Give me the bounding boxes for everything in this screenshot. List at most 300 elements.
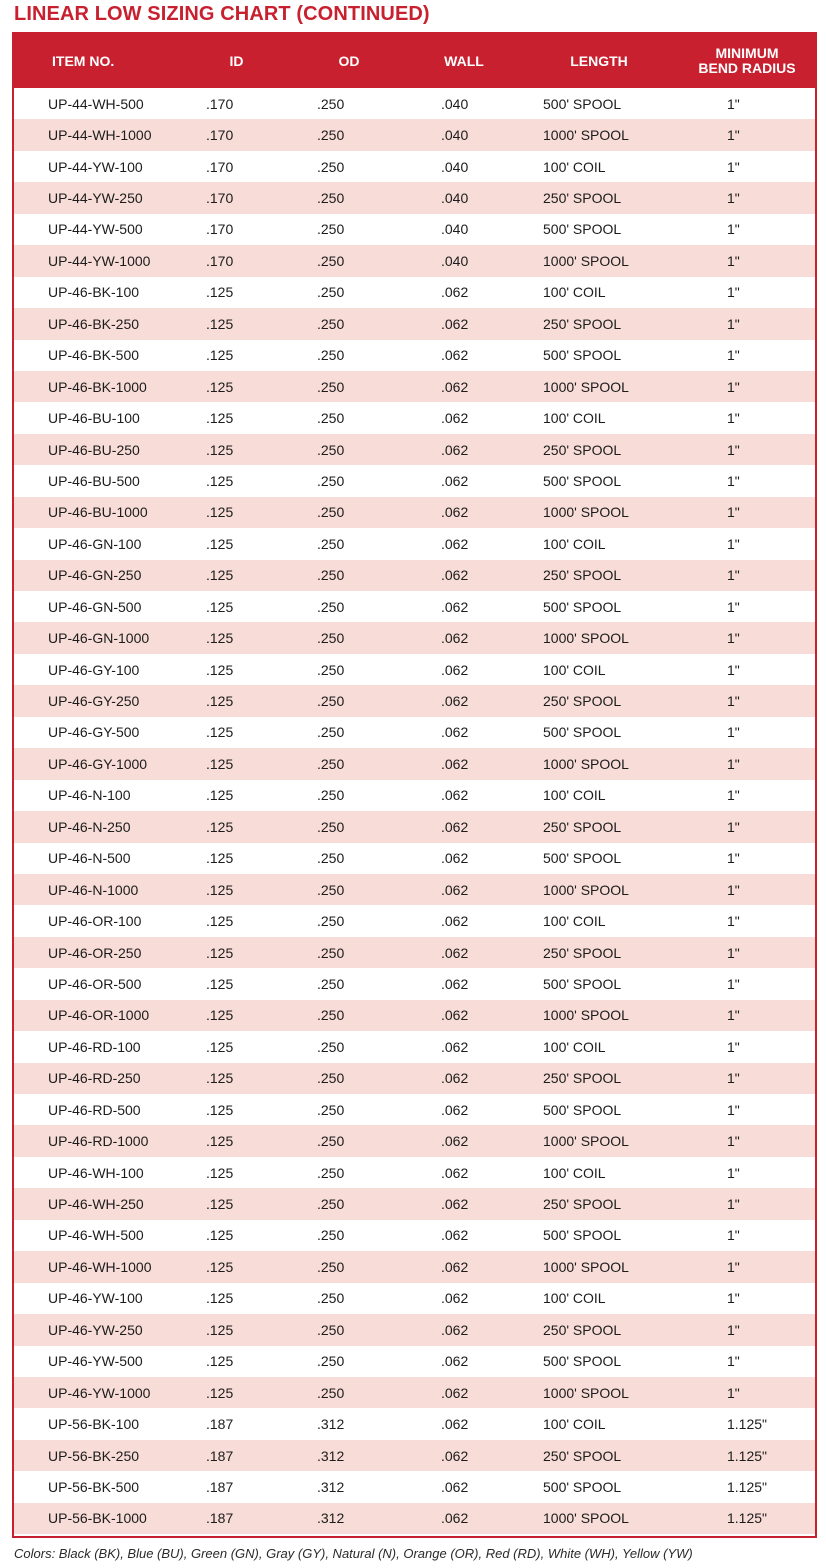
id-cell: .125 <box>206 1258 234 1275</box>
id-cell: .187 <box>206 1416 234 1433</box>
table-row <box>14 1408 815 1439</box>
id-cell: .170 <box>206 221 234 238</box>
bend-radius-cell: 1" <box>727 1007 740 1024</box>
bend-radius-cell: 1" <box>727 190 740 207</box>
table-row <box>14 151 815 182</box>
length-cell: 100' COIL <box>543 1164 606 1181</box>
od-cell: .250 <box>317 1353 345 1370</box>
bend-radius-cell: 1" <box>727 1384 740 1401</box>
wall-cell: .062 <box>441 1258 469 1275</box>
table-row <box>14 1125 815 1156</box>
od-cell: .250 <box>317 1164 345 1181</box>
id-cell: .125 <box>206 1321 234 1338</box>
length-cell: 250' SPOOL <box>543 441 622 458</box>
item-no-cell: UP-46-WH-500 <box>48 1227 144 1244</box>
item-no-cell: UP-46-OR-250 <box>48 944 142 961</box>
table-row <box>14 434 815 465</box>
id-cell: .125 <box>206 441 234 458</box>
table-row <box>14 1251 815 1282</box>
id-cell: .125 <box>206 598 234 615</box>
bend-radius-cell: 1" <box>727 441 740 458</box>
bend-radius-cell: 1" <box>727 755 740 772</box>
table-row <box>14 1157 815 1188</box>
id-cell: .125 <box>206 1353 234 1370</box>
sizing-table <box>14 34 815 1534</box>
bend-radius-cell: 1" <box>727 284 740 301</box>
header-item-no: ITEM NO. <box>52 52 115 69</box>
length-cell: 250' SPOOL <box>543 190 622 207</box>
wall-cell: .062 <box>441 441 469 458</box>
length-cell: 500' SPOOL <box>543 472 622 489</box>
item-no-cell: UP-46-GY-250 <box>48 693 140 710</box>
table-row <box>14 1314 815 1345</box>
id-cell: .125 <box>206 630 234 647</box>
od-cell: .250 <box>317 347 345 364</box>
table-row <box>14 1063 815 1094</box>
table-row <box>14 968 815 999</box>
id-cell: .125 <box>206 1070 234 1087</box>
od-cell: .250 <box>317 944 345 961</box>
table-row <box>14 1440 815 1471</box>
header-od: OD <box>338 52 360 69</box>
bend-radius-cell: 1" <box>727 881 740 898</box>
header-wall: WALL <box>444 52 484 69</box>
wall-cell: .062 <box>441 1384 469 1401</box>
bend-radius-cell: 1" <box>727 598 740 615</box>
bend-radius-cell: 1" <box>727 347 740 364</box>
od-cell: .250 <box>317 315 345 332</box>
id-cell: .125 <box>206 284 234 301</box>
od-cell: .250 <box>317 693 345 710</box>
od-cell: .250 <box>317 535 345 552</box>
wall-cell: .062 <box>441 535 469 552</box>
table-row <box>14 1031 815 1062</box>
id-cell: .125 <box>206 787 234 804</box>
wall-cell: .062 <box>441 1353 469 1370</box>
length-cell: 1000' SPOOL <box>543 1258 629 1275</box>
wall-cell: .062 <box>441 315 469 332</box>
wall-cell: .062 <box>441 1321 469 1338</box>
bend-radius-cell: 1" <box>727 693 740 710</box>
table-row <box>14 88 815 119</box>
length-cell: 100' COIL <box>543 1038 606 1055</box>
wall-cell: .062 <box>441 1290 469 1307</box>
table-row <box>14 245 815 276</box>
id-cell: .187 <box>206 1447 234 1464</box>
wall-cell: .062 <box>441 724 469 741</box>
wall-cell: .062 <box>441 378 469 395</box>
table-row <box>14 1503 815 1534</box>
od-cell: .250 <box>317 1070 345 1087</box>
bend-radius-cell: 1" <box>727 315 740 332</box>
od-cell: .250 <box>317 158 345 175</box>
item-no-cell: UP-46-BU-500 <box>48 472 140 489</box>
item-no-cell: UP-56-BK-250 <box>48 1447 140 1464</box>
id-cell: .125 <box>206 567 234 584</box>
table-row <box>14 654 815 685</box>
od-cell: .250 <box>317 190 345 207</box>
table-row <box>14 685 815 716</box>
od-cell: .250 <box>317 441 345 458</box>
id-cell: .125 <box>206 1384 234 1401</box>
table-row <box>14 497 815 528</box>
item-no-cell: UP-46-RD-250 <box>48 1070 141 1087</box>
wall-cell: .040 <box>441 190 469 207</box>
header-id: ID <box>229 52 244 69</box>
id-cell: .125 <box>206 913 234 930</box>
item-no-cell: UP-46-GN-100 <box>48 535 142 552</box>
item-no-cell: UP-46-RD-1000 <box>48 1133 149 1150</box>
wall-cell: .062 <box>441 347 469 364</box>
wall-cell: .062 <box>441 693 469 710</box>
wall-cell: .040 <box>441 252 469 269</box>
bend-radius-cell: 1" <box>727 913 740 930</box>
length-cell: 100' COIL <box>543 410 606 427</box>
table-row <box>14 465 815 496</box>
od-cell: .250 <box>317 598 345 615</box>
wall-cell: .040 <box>441 158 469 175</box>
table-row <box>14 717 815 748</box>
length-cell: 100' COIL <box>543 787 606 804</box>
item-no-cell: UP-46-GY-500 <box>48 724 140 741</box>
length-cell: 250' SPOOL <box>543 1070 622 1087</box>
bend-radius-cell: 1" <box>727 1101 740 1118</box>
table-row <box>14 528 815 559</box>
wall-cell: .062 <box>441 1510 469 1527</box>
wall-cell: .062 <box>441 1196 469 1213</box>
item-no-cell: UP-46-BK-1000 <box>48 378 147 395</box>
bend-radius-cell: 1" <box>727 221 740 238</box>
od-cell: .250 <box>317 567 345 584</box>
length-cell: 500' SPOOL <box>543 724 622 741</box>
wall-cell: .062 <box>441 504 469 521</box>
item-no-cell: UP-46-YW-1000 <box>48 1384 151 1401</box>
bend-radius-cell: 1" <box>727 1133 740 1150</box>
id-cell: .170 <box>206 95 234 112</box>
wall-cell: .062 <box>441 284 469 301</box>
od-cell: .250 <box>317 1038 345 1055</box>
wall-cell: .062 <box>441 1070 469 1087</box>
item-no-cell: UP-46-GY-100 <box>48 661 140 678</box>
item-no-cell: UP-44-YW-500 <box>48 221 143 238</box>
bend-radius-cell: 1" <box>727 535 740 552</box>
od-cell: .250 <box>317 1007 345 1024</box>
od-cell: .250 <box>317 378 345 395</box>
od-cell: .250 <box>317 1101 345 1118</box>
od-cell: .312 <box>317 1478 345 1495</box>
bend-radius-cell: 1" <box>727 127 740 144</box>
id-cell: .125 <box>206 472 234 489</box>
id-cell: .125 <box>206 944 234 961</box>
table-row <box>14 1094 815 1125</box>
item-no-cell: UP-46-BK-250 <box>48 315 140 332</box>
table-row <box>14 371 815 402</box>
wall-cell: .062 <box>441 881 469 898</box>
table-row <box>14 622 815 653</box>
bend-radius-cell: 1" <box>727 1321 740 1338</box>
table-row <box>14 1471 815 1502</box>
table-body <box>14 88 815 1534</box>
bend-radius-cell: 1" <box>727 1196 740 1213</box>
bend-radius-cell: 1" <box>727 1290 740 1307</box>
id-cell: .170 <box>206 158 234 175</box>
od-cell: .250 <box>317 1133 345 1150</box>
length-cell: 250' SPOOL <box>543 567 622 584</box>
item-no-cell: UP-46-WH-250 <box>48 1196 144 1213</box>
bend-radius-cell: 1" <box>727 1353 740 1370</box>
wall-cell: .062 <box>441 598 469 615</box>
length-cell: 250' SPOOL <box>543 944 622 961</box>
table-row <box>14 937 815 968</box>
table-row <box>14 811 815 842</box>
page-title: LINEAR LOW SIZING CHART (CONTINUED) <box>14 3 430 25</box>
length-cell: 1000' SPOOL <box>543 1384 629 1401</box>
wall-cell: .062 <box>441 472 469 489</box>
length-cell: 250' SPOOL <box>543 1447 622 1464</box>
wall-cell: .062 <box>441 410 469 427</box>
od-cell: .250 <box>317 913 345 930</box>
od-cell: .250 <box>317 661 345 678</box>
color-legend-footnote: Colors: Black (BK), Blue (BU), Green (GN), Gray (GY), Natural (N), Orange (OR), Red (RD), White (WH), Yellow (YW) <box>14 1546 693 1561</box>
bend-radius-cell: 1" <box>727 1038 740 1055</box>
od-cell: .250 <box>317 1321 345 1338</box>
bend-radius-cell: 1" <box>727 661 740 678</box>
wall-cell: .040 <box>441 95 469 112</box>
bend-radius-cell: 1" <box>727 95 740 112</box>
length-cell: 1000' SPOOL <box>543 1133 629 1150</box>
length-cell: 500' SPOOL <box>543 975 622 992</box>
wall-cell: .062 <box>441 1007 469 1024</box>
od-cell: .250 <box>317 221 345 238</box>
header-bend-line2: BEND RADIUS <box>698 60 796 76</box>
wall-cell: .062 <box>441 1101 469 1118</box>
length-cell: 500' SPOOL <box>543 95 622 112</box>
bend-radius-cell: 1.125" <box>727 1510 768 1527</box>
length-cell: 500' SPOOL <box>543 347 622 364</box>
length-cell: 100' COIL <box>543 913 606 930</box>
bend-radius-cell: 1" <box>727 818 740 835</box>
length-cell: 500' SPOOL <box>543 1353 622 1370</box>
wall-cell: .062 <box>441 850 469 867</box>
length-cell: 1000' SPOOL <box>543 630 629 647</box>
od-cell: .250 <box>317 787 345 804</box>
length-cell: 1000' SPOOL <box>543 378 629 395</box>
wall-cell: .062 <box>441 1447 469 1464</box>
od-cell: .250 <box>317 127 345 144</box>
bend-radius-cell: 1" <box>727 1227 740 1244</box>
table-row <box>14 1188 815 1219</box>
id-cell: .125 <box>206 378 234 395</box>
od-cell: .250 <box>317 881 345 898</box>
item-no-cell: UP-56-BK-1000 <box>48 1510 147 1527</box>
item-no-cell: UP-46-N-250 <box>48 818 131 835</box>
wall-cell: .062 <box>441 1133 469 1150</box>
wall-cell: .062 <box>441 1038 469 1055</box>
length-cell: 1000' SPOOL <box>543 881 629 898</box>
od-cell: .312 <box>317 1416 345 1433</box>
item-no-cell: UP-46-WH-100 <box>48 1164 144 1181</box>
od-cell: .250 <box>317 975 345 992</box>
item-no-cell: UP-46-OR-100 <box>48 913 142 930</box>
item-no-cell: UP-46-BU-100 <box>48 410 140 427</box>
id-cell: .125 <box>206 975 234 992</box>
wall-cell: .062 <box>441 1227 469 1244</box>
wall-cell: .062 <box>441 944 469 961</box>
wall-cell: .062 <box>441 1416 469 1433</box>
table-row <box>14 402 815 433</box>
id-cell: .125 <box>206 661 234 678</box>
bend-radius-cell: 1" <box>727 724 740 741</box>
id-cell: .125 <box>206 1164 234 1181</box>
wall-cell: .062 <box>441 818 469 835</box>
bend-radius-cell: 1" <box>727 410 740 427</box>
item-no-cell: UP-46-OR-1000 <box>48 1007 150 1024</box>
od-cell: .250 <box>317 850 345 867</box>
item-no-cell: UP-46-RD-500 <box>48 1101 141 1118</box>
table-row <box>14 308 815 339</box>
id-cell: .125 <box>206 410 234 427</box>
table-row <box>14 1283 815 1314</box>
item-no-cell: UP-46-GN-250 <box>48 567 142 584</box>
wall-cell: .062 <box>441 913 469 930</box>
table-row <box>14 182 815 213</box>
item-no-cell: UP-44-YW-1000 <box>48 252 151 269</box>
wall-cell: .062 <box>441 787 469 804</box>
id-cell: .125 <box>206 693 234 710</box>
item-no-cell: UP-46-RD-100 <box>48 1038 141 1055</box>
id-cell: .125 <box>206 1290 234 1307</box>
item-no-cell: UP-44-WH-500 <box>48 95 144 112</box>
bend-radius-cell: 1" <box>727 252 740 269</box>
wall-cell: .062 <box>441 567 469 584</box>
table-row <box>14 1000 815 1031</box>
bend-radius-cell: 1" <box>727 1070 740 1087</box>
item-no-cell: UP-46-OR-500 <box>48 975 142 992</box>
bend-radius-cell: 1" <box>727 378 740 395</box>
length-cell: 1000' SPOOL <box>543 755 629 772</box>
bend-radius-cell: 1" <box>727 787 740 804</box>
od-cell: .250 <box>317 1258 345 1275</box>
bend-radius-cell: 1" <box>727 472 740 489</box>
item-no-cell: UP-46-YW-250 <box>48 1321 143 1338</box>
item-no-cell: UP-44-YW-250 <box>48 190 143 207</box>
wall-cell: .062 <box>441 975 469 992</box>
item-no-cell: UP-46-YW-100 <box>48 1290 143 1307</box>
length-cell: 100' COIL <box>543 1290 606 1307</box>
length-cell: 500' SPOOL <box>543 221 622 238</box>
item-no-cell: UP-46-BK-500 <box>48 347 140 364</box>
bend-radius-cell: 1.125" <box>727 1416 768 1433</box>
od-cell: .250 <box>317 1227 345 1244</box>
length-cell: 100' COIL <box>543 535 606 552</box>
od-cell: .250 <box>317 630 345 647</box>
wall-cell: .062 <box>441 1164 469 1181</box>
table-row <box>14 560 815 591</box>
id-cell: .170 <box>206 190 234 207</box>
bend-radius-cell: 1" <box>727 567 740 584</box>
od-cell: .250 <box>317 95 345 112</box>
length-cell: 1000' SPOOL <box>543 1007 629 1024</box>
bend-radius-cell: 1" <box>727 1164 740 1181</box>
id-cell: .125 <box>206 755 234 772</box>
id-cell: .187 <box>206 1478 234 1495</box>
bend-radius-cell: 1.125" <box>727 1478 768 1495</box>
table-row <box>14 1346 815 1377</box>
id-cell: .125 <box>206 881 234 898</box>
od-cell: .312 <box>317 1447 345 1464</box>
bend-radius-cell: 1.125" <box>727 1447 768 1464</box>
id-cell: .170 <box>206 127 234 144</box>
table-row <box>14 843 815 874</box>
id-cell: .125 <box>206 504 234 521</box>
wall-cell: .040 <box>441 127 469 144</box>
length-cell: 500' SPOOL <box>543 1101 622 1118</box>
id-cell: .187 <box>206 1510 234 1527</box>
sizing-chart-table <box>12 32 817 1538</box>
od-cell: .250 <box>317 724 345 741</box>
length-cell: 500' SPOOL <box>543 1227 622 1244</box>
bend-radius-cell: 1" <box>727 504 740 521</box>
id-cell: .125 <box>206 1196 234 1213</box>
length-cell: 1000' SPOOL <box>543 504 629 521</box>
header-bend-line1: MINIMUM <box>715 45 779 61</box>
length-cell: 250' SPOOL <box>543 693 622 710</box>
id-cell: .125 <box>206 347 234 364</box>
length-cell: 250' SPOOL <box>543 1321 622 1338</box>
id-cell: .125 <box>206 1007 234 1024</box>
item-no-cell: UP-46-BK-100 <box>48 284 140 301</box>
table-row <box>14 591 815 622</box>
length-cell: 1000' SPOOL <box>543 252 629 269</box>
item-no-cell: UP-46-GN-500 <box>48 598 142 615</box>
bend-radius-cell: 1" <box>727 630 740 647</box>
header-length: LENGTH <box>570 52 628 69</box>
item-no-cell: UP-46-BU-250 <box>48 441 140 458</box>
item-no-cell: UP-46-WH-1000 <box>48 1258 152 1275</box>
table-row <box>14 340 815 371</box>
table-row <box>14 1220 815 1251</box>
item-no-cell: UP-46-N-500 <box>48 850 131 867</box>
table-row <box>14 119 815 150</box>
wall-cell: .062 <box>441 630 469 647</box>
id-cell: .125 <box>206 1227 234 1244</box>
item-no-cell: UP-44-YW-100 <box>48 158 143 175</box>
od-cell: .250 <box>317 252 345 269</box>
length-cell: 500' SPOOL <box>543 850 622 867</box>
id-cell: .125 <box>206 315 234 332</box>
item-no-cell: UP-46-BU-1000 <box>48 504 148 521</box>
item-no-cell: UP-46-GY-1000 <box>48 755 148 772</box>
item-no-cell: UP-46-N-1000 <box>48 881 139 898</box>
wall-cell: .062 <box>441 755 469 772</box>
length-cell: 100' COIL <box>543 158 606 175</box>
item-no-cell: UP-46-N-100 <box>48 787 131 804</box>
id-cell: .125 <box>206 1038 234 1055</box>
table-row <box>14 780 815 811</box>
table-row <box>14 277 815 308</box>
table-row <box>14 748 815 779</box>
bend-radius-cell: 1" <box>727 158 740 175</box>
header-bend-radius <box>679 34 815 88</box>
table-header-row <box>14 34 815 88</box>
od-cell: .250 <box>317 410 345 427</box>
od-cell: .250 <box>317 472 345 489</box>
od-cell: .250 <box>317 818 345 835</box>
length-cell: 250' SPOOL <box>543 1196 622 1213</box>
length-cell: 500' SPOOL <box>543 598 622 615</box>
bend-radius-cell: 1" <box>727 944 740 961</box>
od-cell: .250 <box>317 755 345 772</box>
